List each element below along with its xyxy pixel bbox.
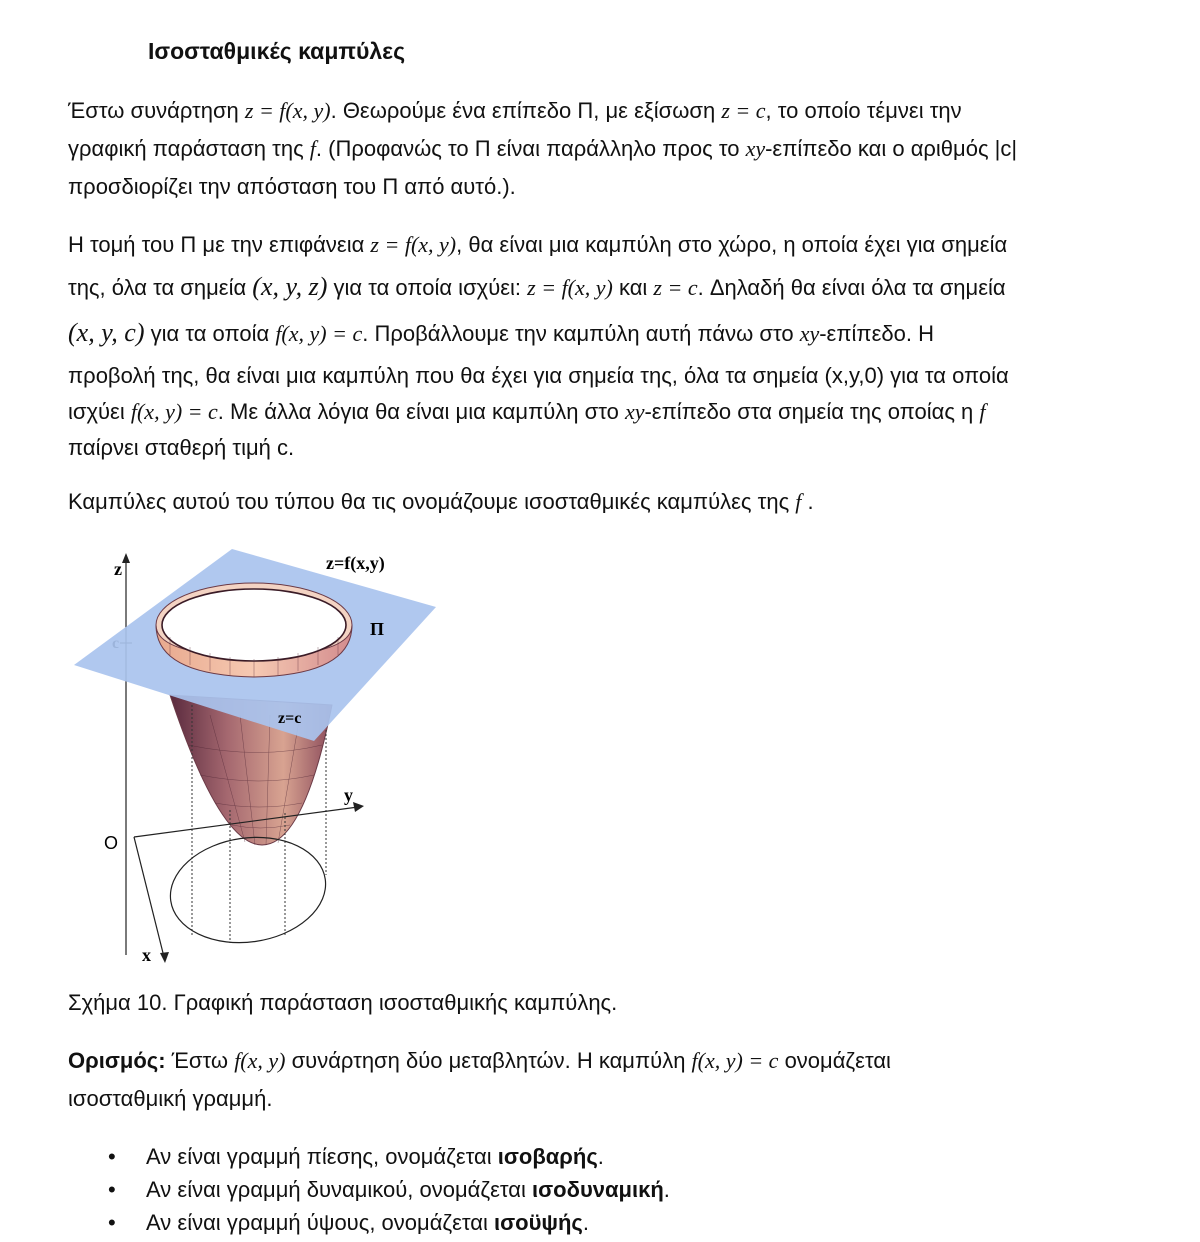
text-line: προσδιορίζει την απόσταση του Π από αυτό.). bbox=[68, 174, 516, 199]
text-run: ονομάζεται bbox=[778, 1048, 891, 1073]
equation: z = f(x, y) bbox=[527, 275, 613, 300]
text-line bbox=[68, 266, 1168, 309]
text-run: συνάρτηση δύο μεταβλητών. Η καμπύλη bbox=[285, 1048, 692, 1073]
text-run: Καμπύλες αυτού του τύπου θα τις ονομάζουμε ισοσταθμικές καμπύλες της bbox=[68, 489, 796, 514]
label-y: y bbox=[344, 785, 353, 805]
equation: z = c bbox=[721, 98, 766, 123]
x-axis bbox=[134, 837, 164, 957]
text-run: για τα οποία bbox=[144, 321, 276, 346]
text-run: Η τομή του Π με την επιφάνεια bbox=[68, 232, 371, 257]
label-z: z bbox=[114, 559, 122, 579]
equation: xy bbox=[624, 399, 645, 424]
text-run: . Προβάλλουμε την καμπύλη αυτή πάνω στο bbox=[362, 321, 800, 346]
equation: z = f(x, y) bbox=[244, 98, 331, 123]
paraboloid-figure bbox=[70, 545, 440, 965]
list-item bbox=[100, 1173, 670, 1206]
text-line bbox=[68, 1042, 1168, 1080]
text-run: . bbox=[582, 1210, 589, 1235]
paragraph-intro bbox=[68, 92, 1168, 206]
label-zc: z=c bbox=[278, 710, 302, 727]
definition bbox=[68, 1042, 1168, 1118]
text-line bbox=[68, 309, 1168, 358]
text-run: . Θεωρούμε ένα επίπεδο Π, με εξίσωση bbox=[330, 98, 722, 123]
text-line bbox=[68, 394, 1168, 430]
term-bold: ισοβαρής bbox=[497, 1144, 598, 1169]
text-run: -επίπεδο και ο αριθμός |c| bbox=[765, 136, 1018, 161]
text-line bbox=[68, 130, 1168, 168]
label-fxy: z=f(x,y) bbox=[326, 553, 385, 573]
level-curve-projection bbox=[164, 828, 333, 953]
text-line: προβολή της, θα είναι μια καμπύλη που θα έχει για σημεία της, όλα τα σημεία (x,y,0) για τα οποία bbox=[68, 363, 1009, 388]
text-run: Αν είναι γραμμή ύψους, ονομάζεται bbox=[146, 1210, 495, 1235]
equation: z = c bbox=[653, 275, 698, 300]
text-run: . (Προφανώς το Π είναι παράλληλο προς το bbox=[315, 136, 746, 161]
text-run: . Με άλλα λόγια θα είναι μια καμπύλη στο bbox=[217, 399, 625, 424]
equation: xy bbox=[745, 136, 766, 161]
text-line: ισοσταθμική γραμμή. bbox=[68, 1086, 273, 1111]
text-run: της, όλα τα σημεία bbox=[68, 275, 253, 300]
equation: f bbox=[979, 399, 986, 424]
text-run: . bbox=[801, 489, 814, 514]
equation: (x, y, c) bbox=[68, 318, 145, 347]
text-run: -επίπεδο στα σημεία της οποίας η bbox=[644, 399, 980, 424]
equation: f(x, y) bbox=[234, 1048, 286, 1073]
text-run: Έστω bbox=[165, 1048, 235, 1073]
equation: f bbox=[795, 489, 802, 514]
text-run: για τα οποία ισχύει: bbox=[327, 275, 528, 300]
term-bold: ισοδυναμική bbox=[532, 1177, 664, 1202]
y-axis-arrow bbox=[353, 802, 364, 812]
text-run: Αν είναι γραμμή πίεσης, ονομάζεται bbox=[146, 1144, 498, 1169]
z-axis-arrow bbox=[122, 553, 130, 563]
text-line bbox=[68, 483, 1168, 521]
term-bold: ισοϋψής bbox=[494, 1210, 583, 1235]
equation: f(x, y) = c bbox=[130, 399, 218, 424]
label-origin: O bbox=[104, 833, 119, 853]
equation: (x, y, z) bbox=[252, 272, 328, 301]
label-pi: Π bbox=[370, 619, 385, 639]
text-line: παίρνει σταθερή τιμή c. bbox=[68, 435, 295, 460]
list-item bbox=[100, 1140, 670, 1173]
x-axis-arrow bbox=[160, 952, 169, 963]
text-run: , το οποίο τέμνει την bbox=[765, 98, 962, 123]
paragraph-naming bbox=[68, 483, 1168, 521]
text-run: -επίπεδο. Η bbox=[819, 321, 934, 346]
equation: z = f(x, y) bbox=[370, 232, 457, 257]
text-run: , θα είναι μια καμπύλη στο χώρο, η οποία έχει για σημεία bbox=[456, 232, 1008, 257]
text-run: . Δηλαδή θα είναι όλα τα σημεία bbox=[697, 275, 1006, 300]
list-item bbox=[100, 1206, 670, 1239]
definition-label: Ορισμός: bbox=[68, 1048, 166, 1073]
text-run: Αν είναι γραμμή δυναμικού, ονομάζεται bbox=[146, 1177, 532, 1202]
text-run: γραφική παράσταση της bbox=[68, 136, 310, 161]
text-line bbox=[68, 224, 1168, 266]
text-run: και bbox=[612, 275, 654, 300]
equation: f(x, y) = c bbox=[691, 1048, 779, 1073]
text-run: . bbox=[597, 1144, 604, 1169]
section-heading: Ισοσταθμικές καμπύλες bbox=[148, 38, 406, 64]
text-run: Έστω συνάρτηση bbox=[68, 98, 245, 123]
figure-caption: Σχήμα 10. Γραφική παράσταση ισοσταθμικής καμπύλης. bbox=[68, 990, 618, 1015]
paragraph-intersection bbox=[68, 224, 1168, 466]
equation: f bbox=[309, 136, 316, 161]
text-run: . bbox=[663, 1177, 670, 1202]
text-run: ισχύει bbox=[68, 399, 131, 424]
equation: f(x, y) = c bbox=[275, 321, 363, 346]
text-line bbox=[68, 92, 1168, 130]
equation: xy bbox=[799, 321, 820, 346]
label-x: x bbox=[142, 945, 151, 965]
bullet-list bbox=[100, 1140, 670, 1239]
paraboloid-opening bbox=[162, 589, 346, 661]
